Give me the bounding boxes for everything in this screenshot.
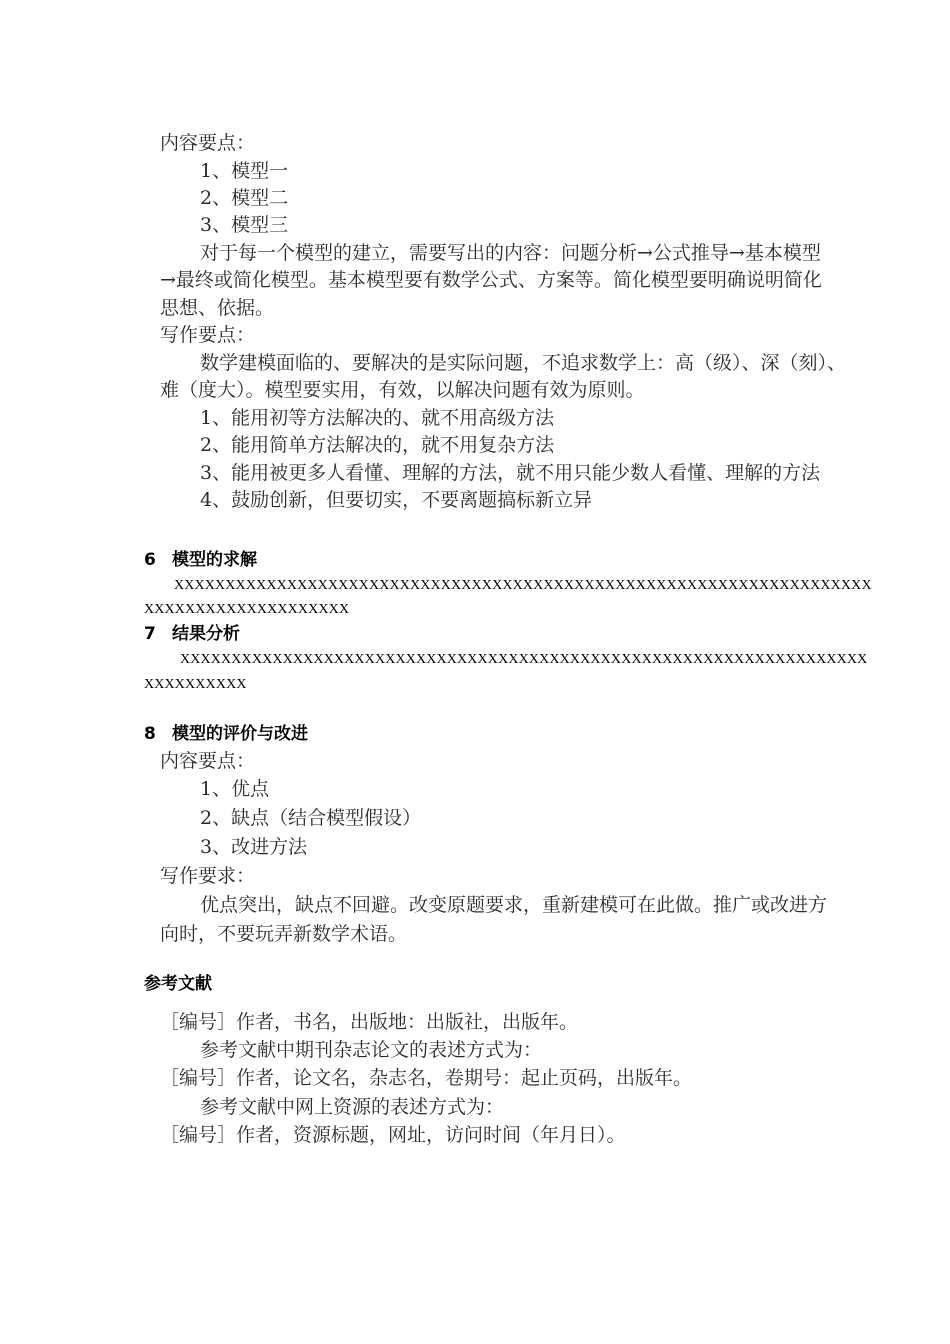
paragraph-line: 优点突出，缺点不回避。改变原题要求，重新建模可在此做。推广或改进方 bbox=[200, 894, 828, 916]
list-item: 2、缺点（结合模型假设） bbox=[200, 807, 422, 829]
section-heading-7 bbox=[144, 623, 240, 645]
placeholder-text-line: XXXXXXXXXX bbox=[144, 677, 247, 692]
list-item: 1、优点 bbox=[200, 778, 270, 800]
writing-requirements-heading: 写作要求： bbox=[160, 865, 256, 887]
placeholder-text-line: XXXXXXXXXXXXXXXXXXXXXXXXXXXXXXXXXXXXXXXXXXXXXXXXXXXXXXXXXXXXXXXXXXXX bbox=[174, 578, 872, 593]
reference-format-line: ［编号］作者，书名，出版地：出版社，出版年。 bbox=[160, 1011, 579, 1033]
reference-format-line: ［编号］作者，论文名，杂志名，卷期号：起止页码，出版年。 bbox=[160, 1067, 693, 1089]
list-item: 1、模型一 bbox=[200, 160, 289, 182]
paragraph-line: 思想、依据。 bbox=[160, 297, 275, 319]
references-heading: 参考文献 bbox=[144, 974, 212, 994]
paragraph-line: 数学建模面临的、要解决的是实际问题，不追求数学上：高（级）、深（刻）、 bbox=[200, 352, 847, 374]
paragraph-line: 向时，不要玩弄新数学术语。 bbox=[160, 923, 408, 945]
paragraph-line: 对于每一个模型的建立，需要写出的内容：问题分析→公式推导→基本模型 bbox=[200, 242, 821, 264]
section-number: 8 bbox=[144, 724, 156, 744]
paragraph-line: 难（度大）。模型要实用，有效，以解决问题有效为原则。 bbox=[160, 379, 645, 401]
list-item: 3、改进方法 bbox=[200, 836, 308, 858]
list-item: 3、模型三 bbox=[200, 214, 289, 236]
list-item: 2、模型二 bbox=[200, 187, 289, 209]
reference-note-line: 参考文献中网上资源的表述方式为： bbox=[200, 1096, 505, 1118]
section-heading-8 bbox=[144, 723, 308, 745]
section-title: 结果分析 bbox=[172, 624, 240, 644]
placeholder-text-line: XXXXXXXXXXXXXXXXXXXX bbox=[144, 602, 350, 617]
section-number: 7 bbox=[144, 624, 156, 644]
writing-points-heading: 写作要点： bbox=[160, 324, 256, 346]
content-points-heading: 内容要点： bbox=[160, 750, 256, 772]
list-item: 3、能用被更多人看懂、理解的方法，就不用只能少数人看懂、理解的方法 bbox=[200, 462, 821, 484]
content-points-heading: 内容要点： bbox=[160, 132, 256, 154]
list-item: 4、鼓励创新，但要切实，不要离题搞标新立异 bbox=[200, 489, 593, 511]
section-heading-6 bbox=[144, 549, 257, 571]
paragraph-line: →最终或简化模型。基本模型要有数学公式、方案等。简化模型要明确说明简化 bbox=[160, 269, 822, 291]
reference-note-line: 参考文献中期刊杂志论文的表述方式为： bbox=[200, 1039, 543, 1061]
placeholder-text-line: XXXXXXXXXXXXXXXXXXXXXXXXXXXXXXXXXXXXXXXXXXXXXXXXXXXXXXXXXXXXXXXXXXX bbox=[180, 652, 868, 667]
section-number: 6 bbox=[144, 550, 156, 570]
section-title: 模型的求解 bbox=[172, 550, 257, 570]
section-title: 模型的评价与改进 bbox=[172, 724, 308, 744]
list-item: 1、能用初等方法解决的、就不用高级方法 bbox=[200, 407, 555, 429]
list-item: 2、能用简单方法解决的，就不用复杂方法 bbox=[200, 434, 555, 456]
reference-format-line: ［编号］作者，资源标题，网址，访问时间（年月日）。 bbox=[160, 1124, 626, 1146]
